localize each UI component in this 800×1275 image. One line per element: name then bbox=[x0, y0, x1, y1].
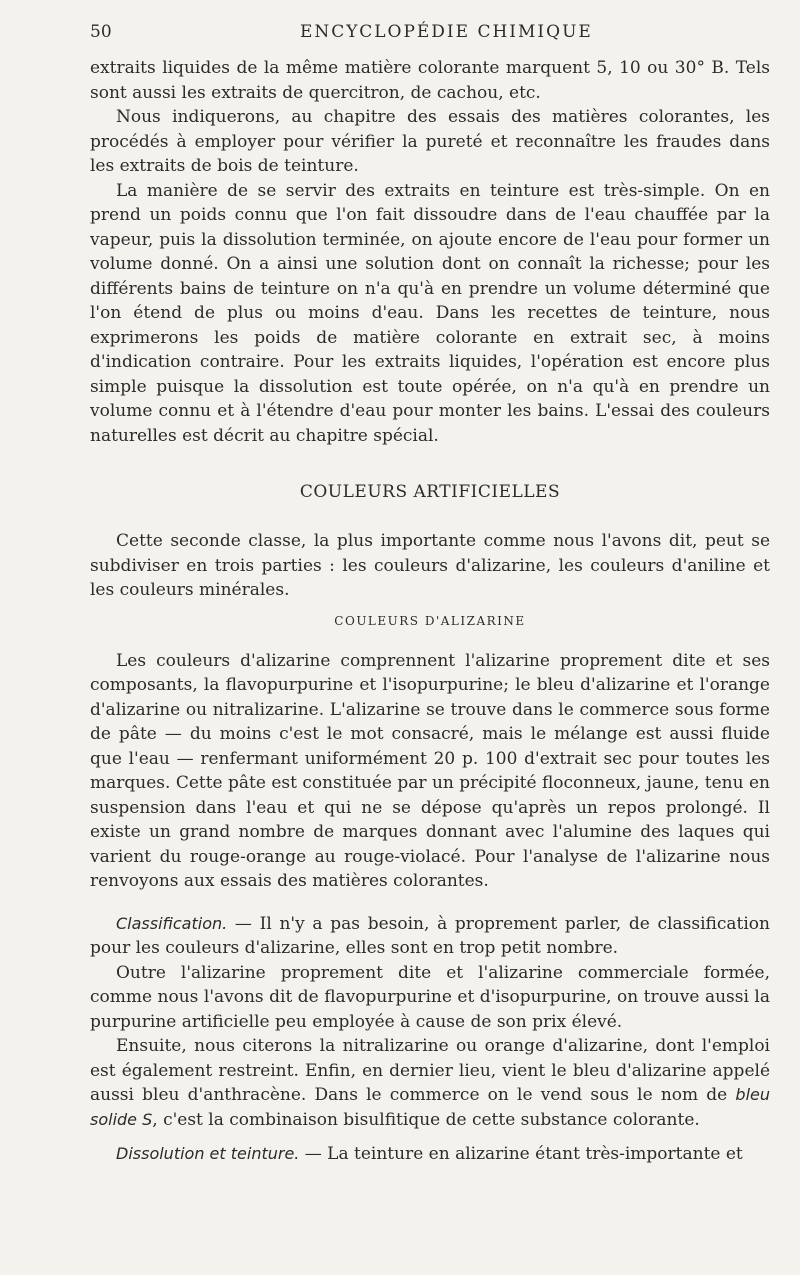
paragraph-9-text: — La teinture en alizarine étant très-importante et bbox=[299, 1144, 743, 1164]
paragraph-9 bbox=[90, 1142, 770, 1167]
paragraph-2: Nous indiquerons, au chapitre des essais des matières colorantes, les procédés à employer pour vérifier la pureté et reconnaître les fraudes dans les extraits de bois de teinture. bbox=[90, 107, 770, 176]
paragraph-4: Cette seconde classe, la plus importante comme nous l'avons dit, peut se subdiviser en trois parties : les couleurs d'alizarine, les couleurs d'aniline et les couleurs minérales. bbox=[90, 531, 770, 600]
running-header bbox=[90, 22, 770, 56]
page-number: 50 bbox=[90, 22, 112, 42]
running-title: ENCYCLOPÉDIE CHIMIQUE bbox=[300, 22, 593, 42]
paragraph-5: Les couleurs d'alizarine comprennent l'alizarine proprement dite et ses composants, la flavopurpurine et l'isopurpurine; le bleu d'alizarine et l'orange d'alizarine ou nitralizarine. L'alizarine se trouve dans le commerce sous forme de pâte — du moins c'est le mot consacré, mais le mélange est aussi fluide que l'eau — renfermant uniformément 20 p. 100 d'extrait sec pour toutes les marques. Cette pâte est constituée par un précipité floconneux, jaune, tenu en suspension dans l'eau et qui ne se dépose qu'après un repos prolongé. Il existe un grand nombre de marques donnant avec l'alumine des laques qui varient du rouge-orange au rouge-violacé. Pour l'analyse de l'alizarine nous renvoyons aux essais des matières colorantes. bbox=[90, 650, 770, 891]
dissolution-heading: Dissolution et teinture. bbox=[116, 1144, 300, 1163]
page bbox=[90, 22, 770, 1167]
product-name: bleu solide S bbox=[90, 1085, 770, 1129]
classification-heading: Classification. bbox=[116, 913, 228, 933]
paragraph-8-text-start: Ensuite, nous citerons la nitralizarine ou orange d'alizarine, dont l'emploi est également restreint. Enfin, en dernier lieu, vient le bleu d'alizarine appelé aussi bleu d'anthracène. Dans le commerce on le vend sous le nom de bbox=[90, 1036, 770, 1105]
paragraph-8 bbox=[90, 1034, 770, 1132]
paragraph-1: extraits liquides de la même matière colorante marquent 5, 10 ou 30° B. Tels sont aussi les extraits de quercitron, de cachou, etc. bbox=[90, 58, 770, 103]
paragraph-6 bbox=[90, 912, 770, 961]
subsection-title: COULEURS D'ALIZARINE bbox=[334, 613, 526, 628]
section-title: COULEURS ARTIFICIELLES bbox=[299, 482, 561, 502]
paragraph-8-text-end: , c'est la combinaison bisulfitique de cette substance colorante. bbox=[152, 1109, 700, 1130]
paragraph-3: La manière de se servir des extraits en teinture est très-simple. On en prend un poids connu que l'on fait dissoudre dans de l'eau chauffée par la vapeur, puis la dissolution terminée, on ajoute encore de l'eau pour former un volume donné. On a ainsi une solution dont on connaît la richesse; pour les différents bains de teinture on n'a qu'à en prendre un volume déterminé que l'on étend de plus ou moins d'eau. Dans les recettes de teinture, nous exprimerons les poids de matière colorante en extrait sec, à moins d'indication contraire. Pour les extraits liquides, l'opération est encore plus simple puisque la dissolution est toute opérée, on n'a qu'à en prendre un volume connu et à l'étendre d'eau pour monter les bains. L'essai des couleurs naturelles est décrit au chapitre spécial. bbox=[90, 180, 770, 446]
paragraph-7: Outre l'alizarine proprement dite et l'alizarine commerciale formée, comme nous l'avons dit de flavopurpurine et d'isopurpurine, on trouve aussi la purpurine artificielle peu employée à cause de son prix élevé. bbox=[90, 962, 770, 1032]
paragraph-6-text: — Il n'y a pas besoin, à proprement parler, de classification pour les couleurs d'alizarine, elles sont en trop petit nombre. bbox=[90, 913, 770, 958]
